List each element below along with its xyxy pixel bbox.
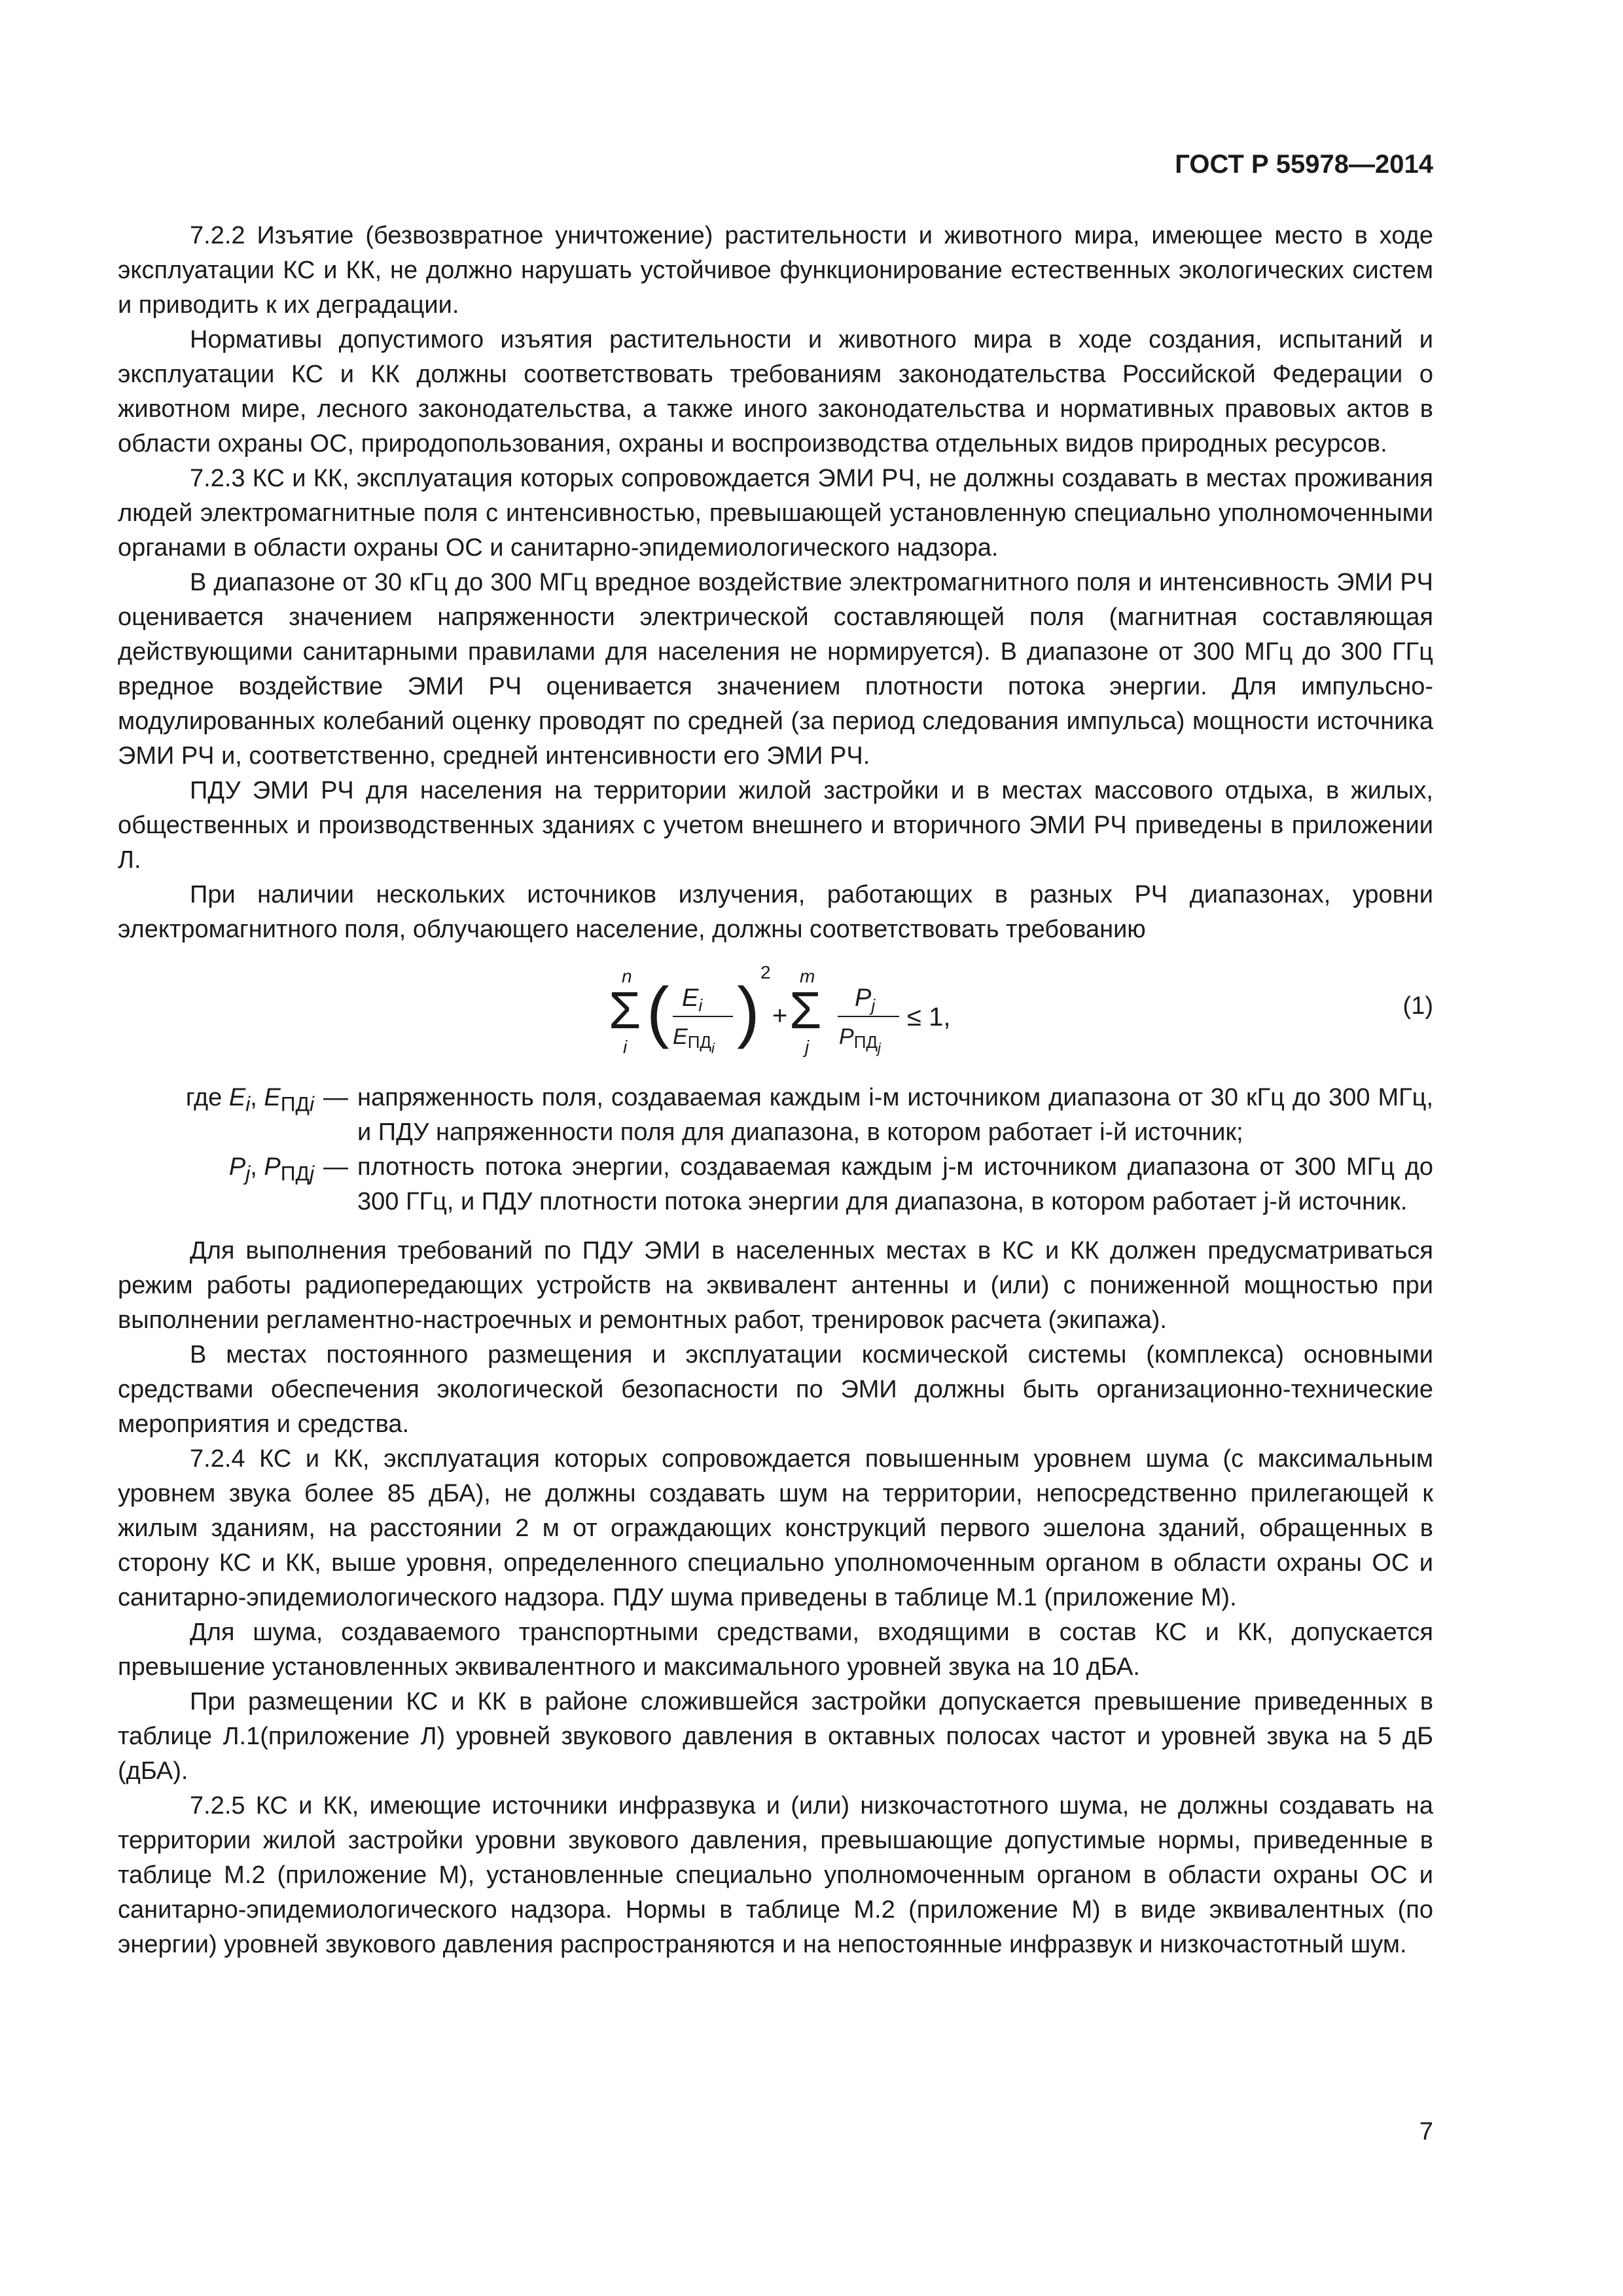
paragraph: ПДУ ЭМИ РЧ для населения на территории жилой застройки и в местах массового отдыха, в жилых, общественных и производственных зданиях с учетом внешнего и вторичного ЭМИ РЧ приведены в приложении Л. bbox=[118, 777, 1433, 874]
paragraph: Для шума, создаваемого транспортными средствами, входящими в состав КС и КК, допускается превышение установленных эквивалентного и максимального уровней звука на 10 дБА. bbox=[118, 1619, 1433, 1681]
definition-dash: — bbox=[323, 1084, 348, 1111]
sum-upper-m: m bbox=[800, 966, 815, 986]
definition-text: напряженность поля, создаваемая каждым i-м источником диапазона от 30 кГц до 300 МГц, и ПДУ напряженности поля для диапазона, в котором работает i-й источник; bbox=[357, 1084, 1433, 1146]
paragraph: Нормативы допустимого изъятия растительности и животного мира в ходе создания, испытаний и эксплуатации КС и КК должны соответствовать требованиям законодательства Российской Федерации о животном мире, лесного законодательства, а также иного законодательства и нормативных правовых актов в области охраны ОС, природопользования, охраны и воспроизводства отдельных видов природных ресурсов. bbox=[118, 326, 1433, 457]
frac2-numerator: $P_j$ bbox=[855, 984, 876, 1015]
plus-sign: + bbox=[772, 1001, 788, 1030]
frac1-denominator: $EПД_i$ bbox=[673, 1024, 715, 1056]
definition-term: $P_j$, $P_{ПДj}$ bbox=[228, 1153, 314, 1185]
sum-upper-n: n bbox=[622, 966, 632, 986]
paragraph-7-2-2: 7.2.2 Изъятие (безвозвратное уничтожение) растительности и животного мира, имеющее место в ходе эксплуатации КС и КК, не должно нарушать устойчивое функционирование естественных экологических систем и приводить к их деградации. bbox=[118, 222, 1433, 319]
paragraph-7-2-3: 7.2.3 КС и КК, эксплуатация которых сопровождается ЭМИ РЧ, не должны создавать в местах проживания людей электромагнитные поля с интенсивностью, превышающей установленную специально уполномоченными органами в области охраны ОС и санитарно-эпидемиологического надзора. bbox=[118, 465, 1433, 562]
sum-lower-i: i bbox=[623, 1037, 628, 1057]
paragraph-7-2-5: 7.2.5 КС и КК, имеющие источники инфразвука и (или) низкочастотного шума, не должны создавать на территории жилой застройки уровни звукового давления, превышающие допустимые нормы, приведенные в таблице М.2 (приложение М), установленные специально уполномоченным органом в области охраны ОС и санитарно-эпидемиологического надзора. Нормы в таблице М.2 (приложение М) в виде эквивалентных (по энергии) уровней звукового давления распространяются и на непостоянные инфразвук и низкочастотный шум. bbox=[118, 1792, 1433, 1958]
body-text bbox=[118, 219, 1433, 1962]
frac2-denominator: $PПД_j$ bbox=[839, 1024, 881, 1056]
sigma-symbol-2: Σ bbox=[789, 981, 822, 1039]
definition-text: плотность потока энергии, создаваемая каждым j-м источником диапазона от 300 МГц до 300 ГГц, и ПДУ плотности потока энергии для диапазона, в котором работает j-й источник. bbox=[357, 1153, 1433, 1215]
paragraph: В диапазоне от 30 кГц до 300 МГц вредное воздействие электромагнитного поля и интенсивность ЭМИ РЧ оценивается значением напряженности электрической составляющей поля (магнитная составляющая действующими санитарными правилами для населения не нормируется). В диапазоне от 300 МГц до 300 ГГц вредное воздействие ЭМИ РЧ оценивается значением плотности потока энергии. Для импульсно-модулированных колебаний оценку проводят по средней (за период следования импульса) мощности источника ЭМИ РЧ и, соответственно, средней интенсивности его ЭМИ РЧ. bbox=[118, 569, 1433, 770]
standard-designation: ГОСТ Р 55978—2014 bbox=[1175, 150, 1433, 179]
formula-block bbox=[118, 955, 1433, 1067]
formula-1 bbox=[609, 955, 1067, 1067]
paragraph: Для выполнения требований по ПДУ ЭМИ в населенных местах в КС и КК должен предусматриваться режим работы радиопередающих устройств на эквивалент антенны и (или) с пониженной мощностью при выполнении регламентно-настроечных и ремонтных работ, тренировок расчета (экипажа). bbox=[118, 1237, 1433, 1334]
definition-p bbox=[118, 1150, 1433, 1219]
page-number: 7 bbox=[1419, 2118, 1433, 2145]
sum-lower-j: j bbox=[805, 1037, 810, 1057]
definition-term: где $E_i$, $E_{ПДi}$ bbox=[185, 1084, 314, 1116]
paragraph: При размещении КС и КК в районе сложившейся застройки допускается превышение приведенных в таблице Л.1(приложение Л) уровней звукового давления в октавных полосах частот и уровней звука на 5 дБ (дБА). bbox=[118, 1688, 1433, 1785]
equation-number: (1) bbox=[1402, 992, 1433, 1020]
right-paren: ) bbox=[737, 974, 760, 1050]
definitions-list bbox=[118, 1081, 1433, 1219]
definition-e bbox=[118, 1081, 1433, 1150]
definition-dash: — bbox=[323, 1153, 348, 1181]
paragraph: При наличии нескольких источников излучения, работающих в разных РЧ диапазонах, уровни электромагнитного поля, облучающего население, должны соответствовать требованию bbox=[118, 881, 1433, 943]
power-2: 2 bbox=[760, 962, 771, 982]
paragraph: В местах постоянного размещения и эксплуатации космической системы (комплекса) основными средствами обеспечения экологической безопасности по ЭМИ должны быть организационно-технические мероприятия и средства. bbox=[118, 1341, 1433, 1438]
left-paren: ( bbox=[647, 974, 669, 1050]
sigma-symbol-1: Σ bbox=[609, 981, 641, 1039]
frac1-numerator: $E_i$ bbox=[682, 984, 703, 1015]
formula-rhs: ≤ 1, bbox=[907, 1003, 951, 1031]
paragraph-7-2-4: 7.2.4 КС и КК, эксплуатация которых сопровождается повышенным уровнем шума (с максимальным уровнем звука более 85 дБА), не должны создавать шум на территории, непосредственно прилегающей к жилым зданиям, на расстоянии 2 м от ограждающих конструкций первого эшелона зданий, обращенных в сторону КС и КК, выше уровня, определенного специально уполномоченным органом в области охраны ОС и санитарно-эпидемиологического надзора. ПДУ шума приведены в таблице М.1 (приложение М). bbox=[118, 1445, 1433, 1611]
